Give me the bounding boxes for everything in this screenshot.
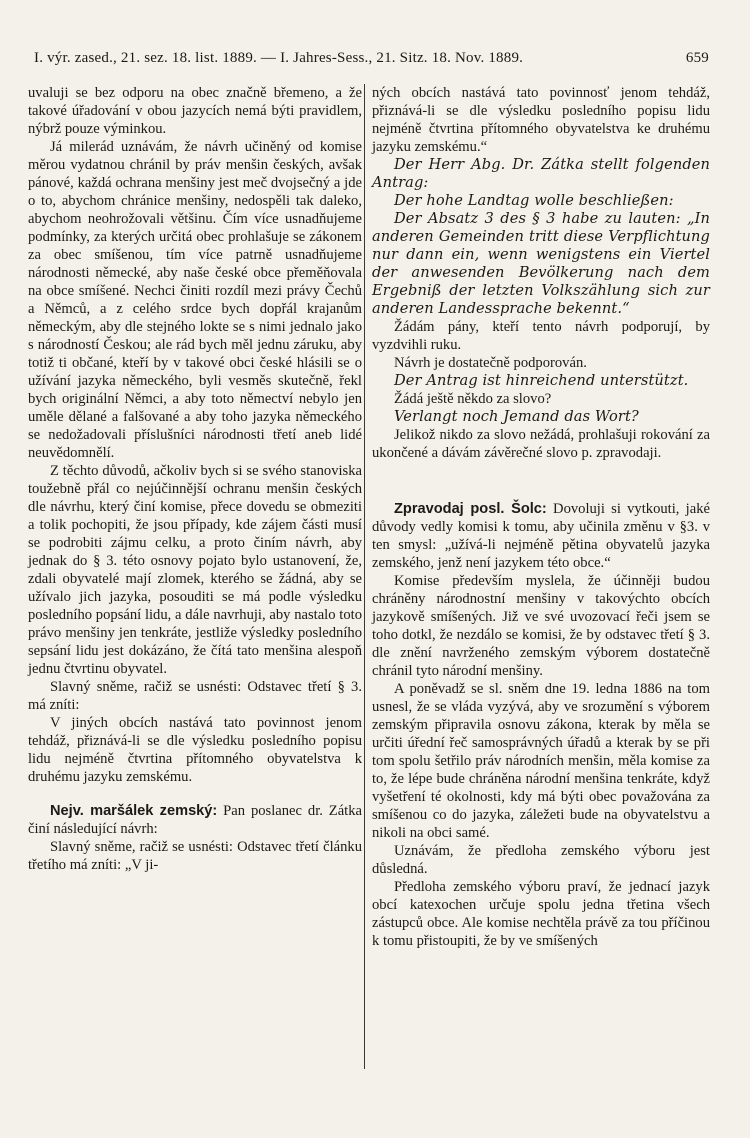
page-number: 659 (685, 50, 709, 66)
speaker-name: Nejv. maršálek zemský: (50, 803, 218, 819)
paragraph (372, 500, 710, 572)
paragraph: Předloha zemského výboru praví, že jednací jazyk obcí katexochen určuje spolu jedna třetina všech zástupců obce. Ale komise nechtěla právě za tou příčinou k tomu přistoupiti, že by ve smíšených (372, 879, 710, 949)
paragraph: Z těchto důvodů, ačkoliv bych si se svého stanoviska toužebně přál co nejúčinnější ochranu menšin českých dle návrhu, který činí komise, přece dovedu se obmeziti a tolik pochopiti, že jsou případy, kde zájem části musí se podrobiti zájmu celku, a proto činím návrh, aby jednak do § 3. této osnovy pojato bylo ustanovení, že, zdali obyvatelé mají zlomek, kterého se žádná, aby se užívalo jich jazyka, posouditi se má podle výsledku posledního popsání lidu, a dále navrhuji, aby nastalo toto právo menšiny jen tenkráte, jestliže výsledky posledního sepsání lidu jest dokázáno, že čítá tato menšina alespoň jednu čtvrtinu obyvatel. (28, 463, 362, 677)
paragraph: A poněvadž se sl. sněm dne 19. ledna 1886 na tom usnesl, že se vláda vyzývá, aby ve srozumění s výborem zemským připravila osnovu zákona, kterak by měla se určiti úřední řeč samosprávných úřadů a kterak by se při tom spolu šetřilo práv národních menšin, měla komise za to, že lépe bude chráněna národní menšina tenkráte, když vyšetření té okolnosti, kdy má býti obec považována za smíšenou co do jazyka, záležeti bude na obyvatelstvu a nikoli na obci samé. (372, 681, 710, 841)
left-column (28, 84, 362, 874)
paragraph: Já milerád uznávám, že návrh učiněný od komise měrou vydatnou chránil by práv menšin českých, avšak pánové, každá ochrana menšiny jest meč dvojsečný a jde o to, abychom chránice menšiny, nedospěli tak daleko, abychom neohrožovali většinu. Čím více usnadňujeme podmínky, za kterých určitá obec prohlašuje se zákonem za obec smíšenou, tím více patrně usnadňujeme národnosti německé, aby naše české obce přeměňovala na obce smíšené. Nechci činiti rozdíl mezi právy Čechů a Němců, a z celého srdce bych dopřál krajanům německým, aby dle stejného lokte se s nimi jednalo jako s národností Českou; ale rád bych měl jednu záruku, aby totiž ti občané, kteří by v takové obci české hlásili se o užívání jazyka německého, byli vesměs skutečně, řekl bych originální Němci, a aby toto němectví nebylo jen uměle dělané a falšované a aby toho jazyka německého se nedožadovali příslušníci národnosti třetí aneb lidé neuvědomnělí. (28, 139, 362, 461)
speaker-name: Zpravodaj posl. Šolc: (394, 501, 547, 517)
paragraph-german: Der hohe Landtag wolle beschließen: (394, 192, 674, 209)
speaker-text: Pan poslanec dr. Zátka činí následující návrh: (28, 803, 363, 837)
paragraph (28, 802, 362, 838)
paragraph-german: Verlangt noch Jemand das Wort? (394, 408, 639, 425)
paragraph: Jelikož nikdo za slovo nežádá, prohlašuji rokování za ukončené a dávám závěrečné slovo p. zpravodaji. (372, 427, 710, 461)
paragraph-german: Der Absatz 3 des § 3 habe zu lauten: „In anderen Gemeinden tritt diese Verpflichtung nur dann ein, wenn wenigstens ein Viertel der anwesenden Bevölkerung nach dem Ergebniß der letzten Volkszählung sich zur anderen Landessprache bekennt.“ (372, 210, 710, 317)
paragraph: uvaluji se bez odporu na obec značně břemeno, a že takové úřadování v obou jazycích nemá býti pravidlem, nýbrž pouze výminkou. (28, 85, 362, 137)
paragraph: Návrh je dostatečně podporován. (394, 355, 587, 371)
paragraph-german: Der Herr Abg. Dr. Zátka stellt folgenden Antrag: (372, 156, 710, 191)
paragraph: Žádám pány, kteří tento návrh podporují, by vyzdvihli ruku. (372, 319, 710, 353)
paragraph: Žádá ještě někdo za slovo? (394, 391, 552, 407)
right-column (372, 84, 710, 950)
paragraph: Komise především myslela, že účinněji budou chráněny národnostní menšiny v takovýchto obcích jazykově smíšených. Již ve své uvozovací řeči jsem se toho dotkl, že nezdálo se komisi, že by odstavec třetí § 3. dle znění navrženého zemským výborem dostatečně chránil tyto národní menšiny. (372, 573, 710, 679)
paragraph-german: Der Antrag ist hinreichend unterstützt. (394, 372, 689, 389)
paragraph: ných obcích nastává tato povinnosť jenom tehdáž, přiznává-li se dle výsledku posledního popisu lidu nejméně čtvrtina přítomného obyvatelstva ke druhému jazyku zemskému.“ (372, 85, 710, 155)
column-divider (364, 84, 365, 1069)
paragraph: Slavný sněme, račiž se usnésti: Odstavec třetí článku třetího má zníti: „V ji- (28, 839, 362, 873)
paragraph: V jiných obcích nastává tato povinnost jenom tehdáž, přiznává-li se dle výsledku posledního popisu lidu nejméně čtvrtina přítomného obyvatelstva k druhému jazyku zemskému. (28, 715, 362, 785)
header-title: I. výr. zased., 21. sez. 18. list. 1889. — I. Jahres-Sess., 21. Sitz. 18. Nov. 1889. (34, 50, 524, 66)
paragraph: Slavný sněme, račiž se usnésti: Odstavec třetí § 3. má zníti: (28, 679, 362, 713)
paragraph: Uznávám, že předloha zemského výboru jest důsledná. (372, 843, 710, 877)
running-header (34, 50, 709, 67)
speaker-text: Dovoluji si vytkouti, jaké důvody vedly komisi k tomu, aby učinila změnu v §3. v ten smysl: „užívá-li nejméně pětina obyvatelů jazyka zemského, jenž není jazykem této obce.“ (372, 501, 710, 571)
